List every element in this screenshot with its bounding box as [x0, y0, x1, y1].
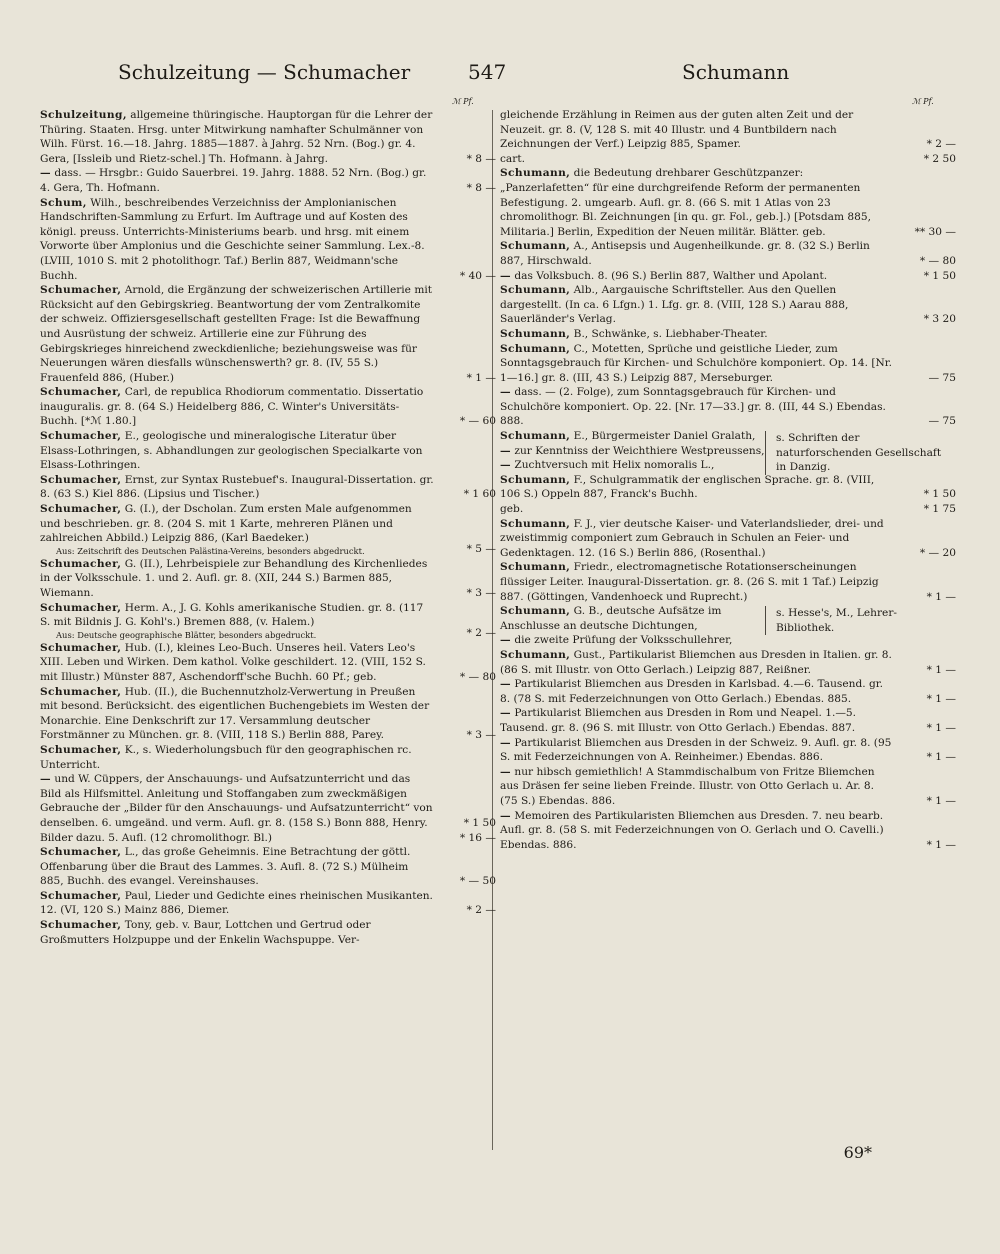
entry-body: gleichende Erzählung in Reimen aus der guten alten Zeit und der Neuzeit. gr. 8. (V, 128 S. mit 40 Illustr. und 4 Buntbildern nach Zeichnungen der Verf.) Leipzig 885, Spamer.: [500, 109, 854, 151]
entry-body: F., Schulgrammatik der englischen Sprache. gr. 8. (VIII, 106 S.) Oppeln 887, Franck's Buchh.: [500, 473, 875, 501]
entry-headword: —: [40, 773, 51, 786]
entry-text: [40, 641, 492, 685]
entry-headword: —: [500, 809, 511, 822]
entry-price: — 75: [928, 371, 956, 384]
entry-headword: Schumann,: [500, 473, 571, 486]
entry-text: [40, 845, 492, 889]
entry-text: [40, 429, 492, 473]
entry-body: Hub. (I.), kleines Leo-Buch. Unseres heil. Vaters Leo's XIII. Leben und Wirken. Dem kathol. Volke geschildert. 12. (VIII, 152 S. mit Illustr.) Münster 887, Aschendorff'sche Buchh. 60 Pf.; geb.: [40, 641, 426, 683]
entry-headword: —: [500, 386, 511, 399]
entry-price: — 75: [928, 415, 956, 428]
catalog-entry: [40, 685, 496, 743]
entry-headword: —: [500, 634, 511, 647]
entry-price: * 2 —: [926, 138, 956, 151]
catalog-entry: [40, 845, 496, 889]
entry-price: * 3 —: [466, 587, 496, 599]
catalog-entry: [40, 385, 496, 429]
entry-body: Partikularist Bliemchen aus Dresden in Karlsbad. 4.—6. Tausend. gr. 8. (78 S. mit Federzeichnungen von Otto Gerlach.) Ebendas. 885.: [500, 678, 884, 705]
entry-text: [500, 473, 952, 502]
entry-body: Tony, geb. v. Baur, Lottchen und Gertrud oder Großmutters Holzpuppe und der Enkelin Wachspuppe. Ver-: [40, 919, 371, 946]
entry-text: [500, 706, 952, 735]
entry-body: das Volksbuch. 8. (96 S.) Berlin 887, Walther und Apolant.: [514, 269, 828, 282]
entry-price: * 8 —: [466, 181, 496, 194]
entry-text: [40, 743, 492, 772]
entry-headword: —: [500, 765, 511, 778]
catalog-entry: [500, 648, 956, 677]
entry-headword: Schumacher,: [40, 919, 122, 932]
entry-headword: Schumacher,: [40, 641, 122, 654]
bracketed-entry: [500, 633, 770, 648]
entry-price: * 5 —: [466, 543, 496, 556]
entry-headword: —: [500, 678, 511, 691]
entry-text: [40, 685, 492, 743]
entry-headword: Schumacher,: [40, 284, 122, 297]
entry-price: * 1 60: [463, 488, 496, 501]
entry-text: [500, 809, 952, 853]
catalog-entry: [40, 601, 496, 641]
entry-price: * 2 50: [923, 152, 956, 165]
entry-text: [500, 152, 952, 167]
catalog-entry: [40, 283, 496, 385]
entry-text: [500, 342, 952, 386]
entry-text: [40, 889, 492, 918]
entry-body: Gust., Partikularist Bliemchen aus Dresden in Italien. gr. 8. (86 S. mit Illustr. von Otto Gerlach.) Leipzig 887, Reißner.: [500, 648, 892, 676]
entry-headword: —: [500, 736, 511, 749]
entry-note: Aus: Deutsche geographische Blätter, besonders abgedruckt.: [56, 629, 317, 640]
header-right-catchword: Schumann: [682, 60, 790, 84]
catalog-entry: [500, 269, 956, 284]
catalog-entry: [500, 108, 956, 152]
entry-body: Arnold, die Ergänzung der schweizerischen Artillerie mit Rücksicht auf den Gebirgskrieg. Beantwortung der vom Zentralkomite der schweiz. Offiziersgesellschaft gestellten Frage: Ist die Bewaffnung und Ausrüstung der schweiz. Artillerie eine zur Führung des Gebirgskrieges hinreichend zweckdienliche; beziehungsweise was für Neuerungen wären diesfalls wünschenswerth? gr. 8. (IV, 55 S.) Frauenfeld 886, (Huber.): [40, 284, 433, 384]
entry-body: Ernst, zur Syntax Rustebuef's. Inaugural-Dissertation. gr. 8. (63 S.) Kiel 886. (Lipsius und Tischer.): [40, 473, 434, 501]
entry-text: [40, 557, 492, 601]
entry-body: dass. — (2. Folge), zum Sonntagsgebrauch für Kirchen- und Schulchöre komponiert. Op. 22. [Nr. 17—33.] gr. 8. (III, 44 S.) Ebendas. 888.: [500, 386, 886, 428]
entry-body: B., Schwänke, s. Liebhaber-Theater.: [573, 327, 768, 340]
entry-headword: Schumann,: [500, 561, 571, 574]
entry-headword: Schumacher,: [40, 743, 122, 756]
currency-unit-label: ℳ Pf.: [452, 97, 474, 106]
catalog-entry: [40, 918, 492, 947]
left-entry-list: [40, 108, 496, 947]
entry-price: * — 80: [459, 670, 496, 683]
currency-unit-label: ℳ Pf.: [912, 97, 934, 106]
entry-price: * 1 50: [923, 488, 956, 501]
catalog-entry: [500, 239, 956, 268]
cross-reference: s. Schriften der naturforschenden Gesellschaft in Danzig.: [765, 431, 946, 475]
page-number: 547: [468, 60, 507, 84]
entry-headword: Schumann,: [500, 240, 571, 253]
catalog-entry: [40, 641, 496, 685]
catalog-entry: [500, 473, 956, 502]
entry-headword: Schumann,: [500, 605, 571, 618]
entry-text: [40, 502, 492, 546]
entry-body: allgemeine thüringische. Hauptorgan für die Lehrer der Thüring. Staaten. Hrsg. unter Mitwirkung namhafter Schulmänner von Wilh. Fürst. 16.—18. Jahrg. 1885—1887. à Jahrg. 52 Nrn. (Bog.) gr. 4. Gera, [Issleib und Rietz-schel.] Th. Hofmann. à Jahrg.: [40, 109, 433, 165]
entry-body: G. B., deutsche Aufsätze im Anschlusse an deutsche Dichtungen,: [500, 605, 722, 632]
catalog-entry: [500, 809, 956, 853]
catalog-entry: [40, 557, 496, 601]
entry-price: * 2 —: [466, 904, 496, 917]
signature-mark: 69*: [843, 1143, 872, 1162]
entry-body: Bilder dazu. 5. Aufl. (12 chromolithogr. Bl.): [40, 831, 272, 844]
entry-headword: Schumacher,: [40, 430, 122, 443]
catalog-entry: [40, 473, 496, 502]
right-entry-list: [500, 108, 956, 852]
catalog-entry: [500, 385, 956, 429]
entry-body: Wilh., beschreibendes Verzeichniss der Amplonianischen Handschriften-Sammlung zu Erfurt. Im Auftrage und auf Kosten des königl. preuss. Unterrichts-Ministeriums bearb. und hrsg. mit einem Vorworte über Amplonius und die Geschichte seiner Sammlung. Lex.-8. (LVIII, 1010 S. mit 2 photolithogr. Taf.) Berlin 887, Weidmann'sche Buchh.: [40, 196, 425, 282]
entry-headword: Schumann,: [500, 284, 571, 297]
entry-headword: Schumann,: [500, 342, 571, 355]
entry-price: * — 20: [919, 546, 956, 559]
bracketed-entry: [500, 444, 770, 459]
entry-price: * 1 —: [926, 721, 956, 734]
entry-text: [40, 918, 492, 947]
entry-body: dass. — Hrsgbr.: Guido Sauerbrei. 19. Jahrg. 1888. 52 Nrn. (Bog.) gr. 4. Gera, Th. Hofmann.: [40, 167, 427, 194]
catalog-entry: [500, 706, 956, 735]
catalog-entry: [500, 677, 956, 706]
entry-price: * 1 —: [926, 692, 956, 705]
entry-price: * 1 —: [926, 838, 956, 851]
catalog-entry: [40, 772, 496, 830]
catalog-entry: [500, 765, 956, 809]
bracketed-entry: [500, 458, 770, 473]
entry-body: Alb., Aargauische Schriftsteller. Aus den Quellen dargestellt. (In ca. 6 Lfgn.) 1. Lfg. gr. 8. (VIII, 128 S.) Aarau 888, Sauerländer's Verlag.: [500, 284, 849, 326]
entry-price: * — 50: [459, 875, 496, 888]
entry-price: * — 60: [459, 415, 496, 428]
entry-text: [500, 108, 952, 152]
entry-body: E., Bürgermeister Daniel Gralath,: [573, 430, 756, 443]
entry-note: Aus: Zeitschrift des Deutschen Palästina-Vereins, besonders abgedruckt.: [56, 545, 365, 556]
catalog-entry: [500, 152, 956, 167]
entry-text: [500, 765, 952, 809]
catalog-entry: [500, 502, 956, 517]
catalog-entry: [40, 108, 496, 166]
catalog-entry: [40, 743, 492, 772]
entry-text: [500, 327, 952, 342]
page-header: [0, 60, 1000, 100]
entry-headword: Schumann,: [500, 167, 571, 180]
entry-text: [40, 473, 492, 502]
entry-text: [40, 772, 492, 830]
entry-text: [500, 736, 952, 765]
entry-price: * 3 20: [923, 313, 956, 326]
entry-body: A., Antisepsis und Augenheilkunde. gr. 8. (32 S.) Berlin 887, Hirschwald.: [500, 240, 870, 267]
entry-body: Partikularist Bliemchen aus Dresden in Rom und Neapel. 1.—5. Tausend. gr. 8. (96 S. mit Illustr. von Otto Gerlach.) Ebendas. 887.: [500, 707, 857, 734]
entry-price: * 1 —: [926, 590, 956, 603]
entry-headword: Schumacher,: [40, 386, 122, 399]
catalog-entry: [500, 327, 952, 342]
entry-headword: —: [500, 269, 511, 282]
entry-body: Paul, Lieder und Gedichte eines rheinischen Musikanten. 12. (VI, 120 S.) Mainz 886, Diemer.: [40, 889, 433, 917]
entry-text: [500, 677, 952, 706]
entry-text: [500, 269, 952, 284]
entry-body: Friedr., electromagnetische Rotationserscheinungen flüssiger Leiter. Inaugural-Dissertation. gr. 8. (26 S. mit 1 Taf.) Leipzig 887. (Göttingen, Vandenhoeck und Ruprecht.): [500, 561, 879, 603]
entry-headword: Schumacher,: [40, 685, 122, 698]
entry-headword: Schumann,: [500, 517, 571, 530]
entry-price: * 40 —: [459, 269, 496, 282]
entry-text: [40, 831, 492, 846]
entry-text: [500, 502, 952, 517]
entry-headword: —: [40, 167, 51, 180]
entry-body: cart.: [500, 152, 525, 165]
entry-price: * — 80: [919, 254, 956, 267]
entry-body: Herm. A., J. G. Kohls amerikanische Studien. gr. 8. (117 S. mit Bildnis J. G. Kohl's.) Bremen 888, (v. Halem.): [40, 601, 424, 629]
entry-body: C., Motetten, Sprüche und geistliche Lieder, zum Sonntagsgebrauch für Kirchen- und Schulchöre komponiert. Op. 14. [Nr. 1—16.] gr. 8. (III, 43 S.) Leipzig 887, Merseburger.: [500, 342, 893, 384]
entry-headword: Schum,: [40, 196, 87, 209]
catalog-entry: [500, 342, 956, 386]
catalog-entry: [40, 429, 492, 473]
entry-body: L., das große Geheimnis. Eine Betrachtung der göttl. Offenbarung über die Braut des Lammes. 3. Aufl. 8. (72 S.) Mülheim 885, Buchh. des evangel. Vereinshauses.: [40, 846, 411, 888]
entry-body: zur Kenntniss der Weichthiere Westpreussens,: [514, 444, 765, 457]
catalog-entry: [40, 502, 496, 557]
catalog-entry: [500, 283, 956, 327]
entry-price: * 3 —: [466, 729, 496, 742]
catalog-entry: [500, 560, 956, 604]
entry-text: [40, 385, 492, 429]
entry-body: Memoiren des Partikularisten Bliemchen aus Dresden. 7. neu bearb. Aufl. gr. 8. (58 S. mit Federzeichnungen von O. Gerlach und O. Cavelli.) Ebendas. 886.: [500, 809, 884, 851]
entry-headword: —: [500, 444, 511, 457]
bracketed-entry: [500, 429, 770, 444]
entry-body: F. J., vier deutsche Kaiser- und Vaterlandslieder, drei- und zweistimmig componiert zum Gebrauch in Schulen an Feier- und Gedenktagen. 12. (16 S.) Berlin 886, (Rosenthal.): [500, 517, 884, 559]
entry-body: Hub. (II.), die Buchennutzholz-Verwertung in Preußen mit besond. Berücksicht. des eigentlichen Buchengebiets im Westen der Monarchie. Eine Denkschrift zur 17. Versammlung deutscher Forstmänner zu München. gr. 8. (VIII, 118 S.) Berlin 888, Parey.: [40, 685, 430, 742]
bracketed-entry-group: [500, 429, 952, 473]
catalog-entry: [40, 196, 496, 284]
entry-body: und W. Cüppers, der Anschauungs- und Aufsatzunterricht und das Bild als Hilfsmittel. Anleitung und Stoffangaben zum zweckmäßigen Gebrauche der „Bilder für den Anschauungs- und Aufsatzunterricht“ von denselben. 6. umgeänd. und verm. Aufl. gr. 8. (158 S.) Bonn 888, Henry.: [40, 773, 433, 829]
entry-text: [40, 601, 492, 630]
catalog-entry: [500, 517, 956, 561]
entry-price: * 1 —: [466, 371, 496, 384]
entry-headword: Schumann,: [500, 648, 571, 661]
catalog-entry: [40, 889, 496, 918]
bracketed-entry-group: [500, 604, 952, 648]
entry-headword: Schumacher,: [40, 846, 122, 859]
cross-reference: s. Hesse's, M., Lehrer-Bibliothek.: [765, 606, 946, 635]
entry-headword: Schumacher,: [40, 889, 122, 902]
entry-text: [40, 196, 492, 284]
entry-text: [500, 560, 952, 604]
entry-body: Zuchtversuch mit Helix nomoralis L.,: [514, 459, 715, 472]
entry-body: Partikularist Bliemchen aus Dresden in der Schweiz. 9. Aufl. gr. 8. (95 S. mit Federzeichnungen von A. Reinheimer.) Ebendas. 886.: [500, 736, 892, 764]
entry-price: ** 30 —: [914, 225, 956, 238]
catalog-entry: [500, 166, 956, 239]
entry-headword: —: [500, 459, 511, 472]
entry-headword: Schumann,: [500, 327, 571, 340]
entry-text: [40, 166, 492, 195]
entry-text: [500, 166, 952, 239]
entry-text: [500, 283, 952, 327]
catalog-entry: [40, 831, 496, 846]
entry-headword: Schulzeitung,: [40, 109, 127, 121]
entry-price: * 1 50: [923, 269, 956, 282]
entry-headword: Schumann,: [500, 430, 571, 443]
entry-price: * 8 —: [466, 152, 496, 165]
entry-headword: Schumacher,: [40, 503, 122, 516]
entry-body: K., s. Wiederholungsbuch für den geographischen rc. Unterricht.: [40, 743, 412, 771]
entry-text: [500, 517, 952, 561]
entry-price: * 16 —: [459, 831, 496, 844]
entry-price: * 1 —: [926, 794, 956, 807]
entry-body: G. (II.), Lehrbeispiele zur Behandlung des Kirchenliedes in der Volksschule. 1. und 2. Aufl. gr. 8. (XII, 244 S.) Barmen 885, Wiemann.: [40, 557, 428, 599]
entry-text: [40, 283, 492, 385]
entry-price: * 1 75: [923, 503, 956, 516]
entry-body: nur hibsch gemiethlich! A Stammdischalbum von Fritze Bliemchen aus Dräsen fer seine lieben Freinde. Illustr. von Otto Gerlach u. Ar. 8. (75 S.) Ebendas. 886.: [500, 765, 875, 807]
entry-text: [500, 239, 952, 268]
entry-headword: Schumacher,: [40, 557, 122, 570]
bracketed-entry: [500, 604, 770, 633]
entry-text: [500, 385, 952, 429]
entry-headword: Schumacher,: [40, 601, 122, 614]
entry-text: [40, 108, 492, 166]
entry-body: geb.: [500, 503, 524, 516]
catalog-entry: [500, 736, 956, 765]
header-left-catchword: Schulzeitung — Schumacher: [118, 60, 411, 84]
entry-headword: Schumacher,: [40, 473, 122, 486]
catalog-entry: [40, 166, 496, 195]
entry-headword: —: [500, 707, 511, 720]
entry-body: die Bedeutung drehbarer Geschützpanzer: „Panzerlafetten“ für eine durchgreifende Reform der permanenten Befestigung. 2. umgearb. Aufl. gr. 8. (66 S. mit 1 Atlas von 23 chromolithogr. Bl. Zeichnungen [in qu. gr. Fol., geb.].) [Potsdam 885, Militaria.] Berlin, Expedition der Neuen militär. Blätter. geb.: [500, 167, 871, 238]
entry-body: E., geologische und mineralogische Literatur über Elsass-Lothringen, s. Abhandlungen zur geologischen Specialkarte von Elsass-Lothringen.: [40, 430, 423, 472]
entry-body: G. (I.), der Dscholan. Zum ersten Male aufgenommen und beschrieben. gr. 8. (204 S. mit 1 Karte, mehreren Plänen und zahlreichen Abbild.) Leipzig 886, (Karl Baedeker.): [40, 503, 412, 545]
entry-price: * 2 —: [466, 627, 496, 640]
entry-price: * 1 —: [926, 751, 956, 764]
entry-price: * 1 —: [926, 663, 956, 676]
entry-price: * 1 50: [463, 816, 496, 829]
entry-body: die zweite Prüfung der Volksschullehrer,: [514, 634, 733, 647]
entry-body: Carl, de republica Rhodiorum commentatio. Dissertatio inauguralis. gr. 8. (64 S.) Heidelberg 886, C. Winter's Universitäts-Buchh. [*ℳ 1.80.]: [40, 386, 424, 428]
entry-text: [500, 648, 952, 677]
